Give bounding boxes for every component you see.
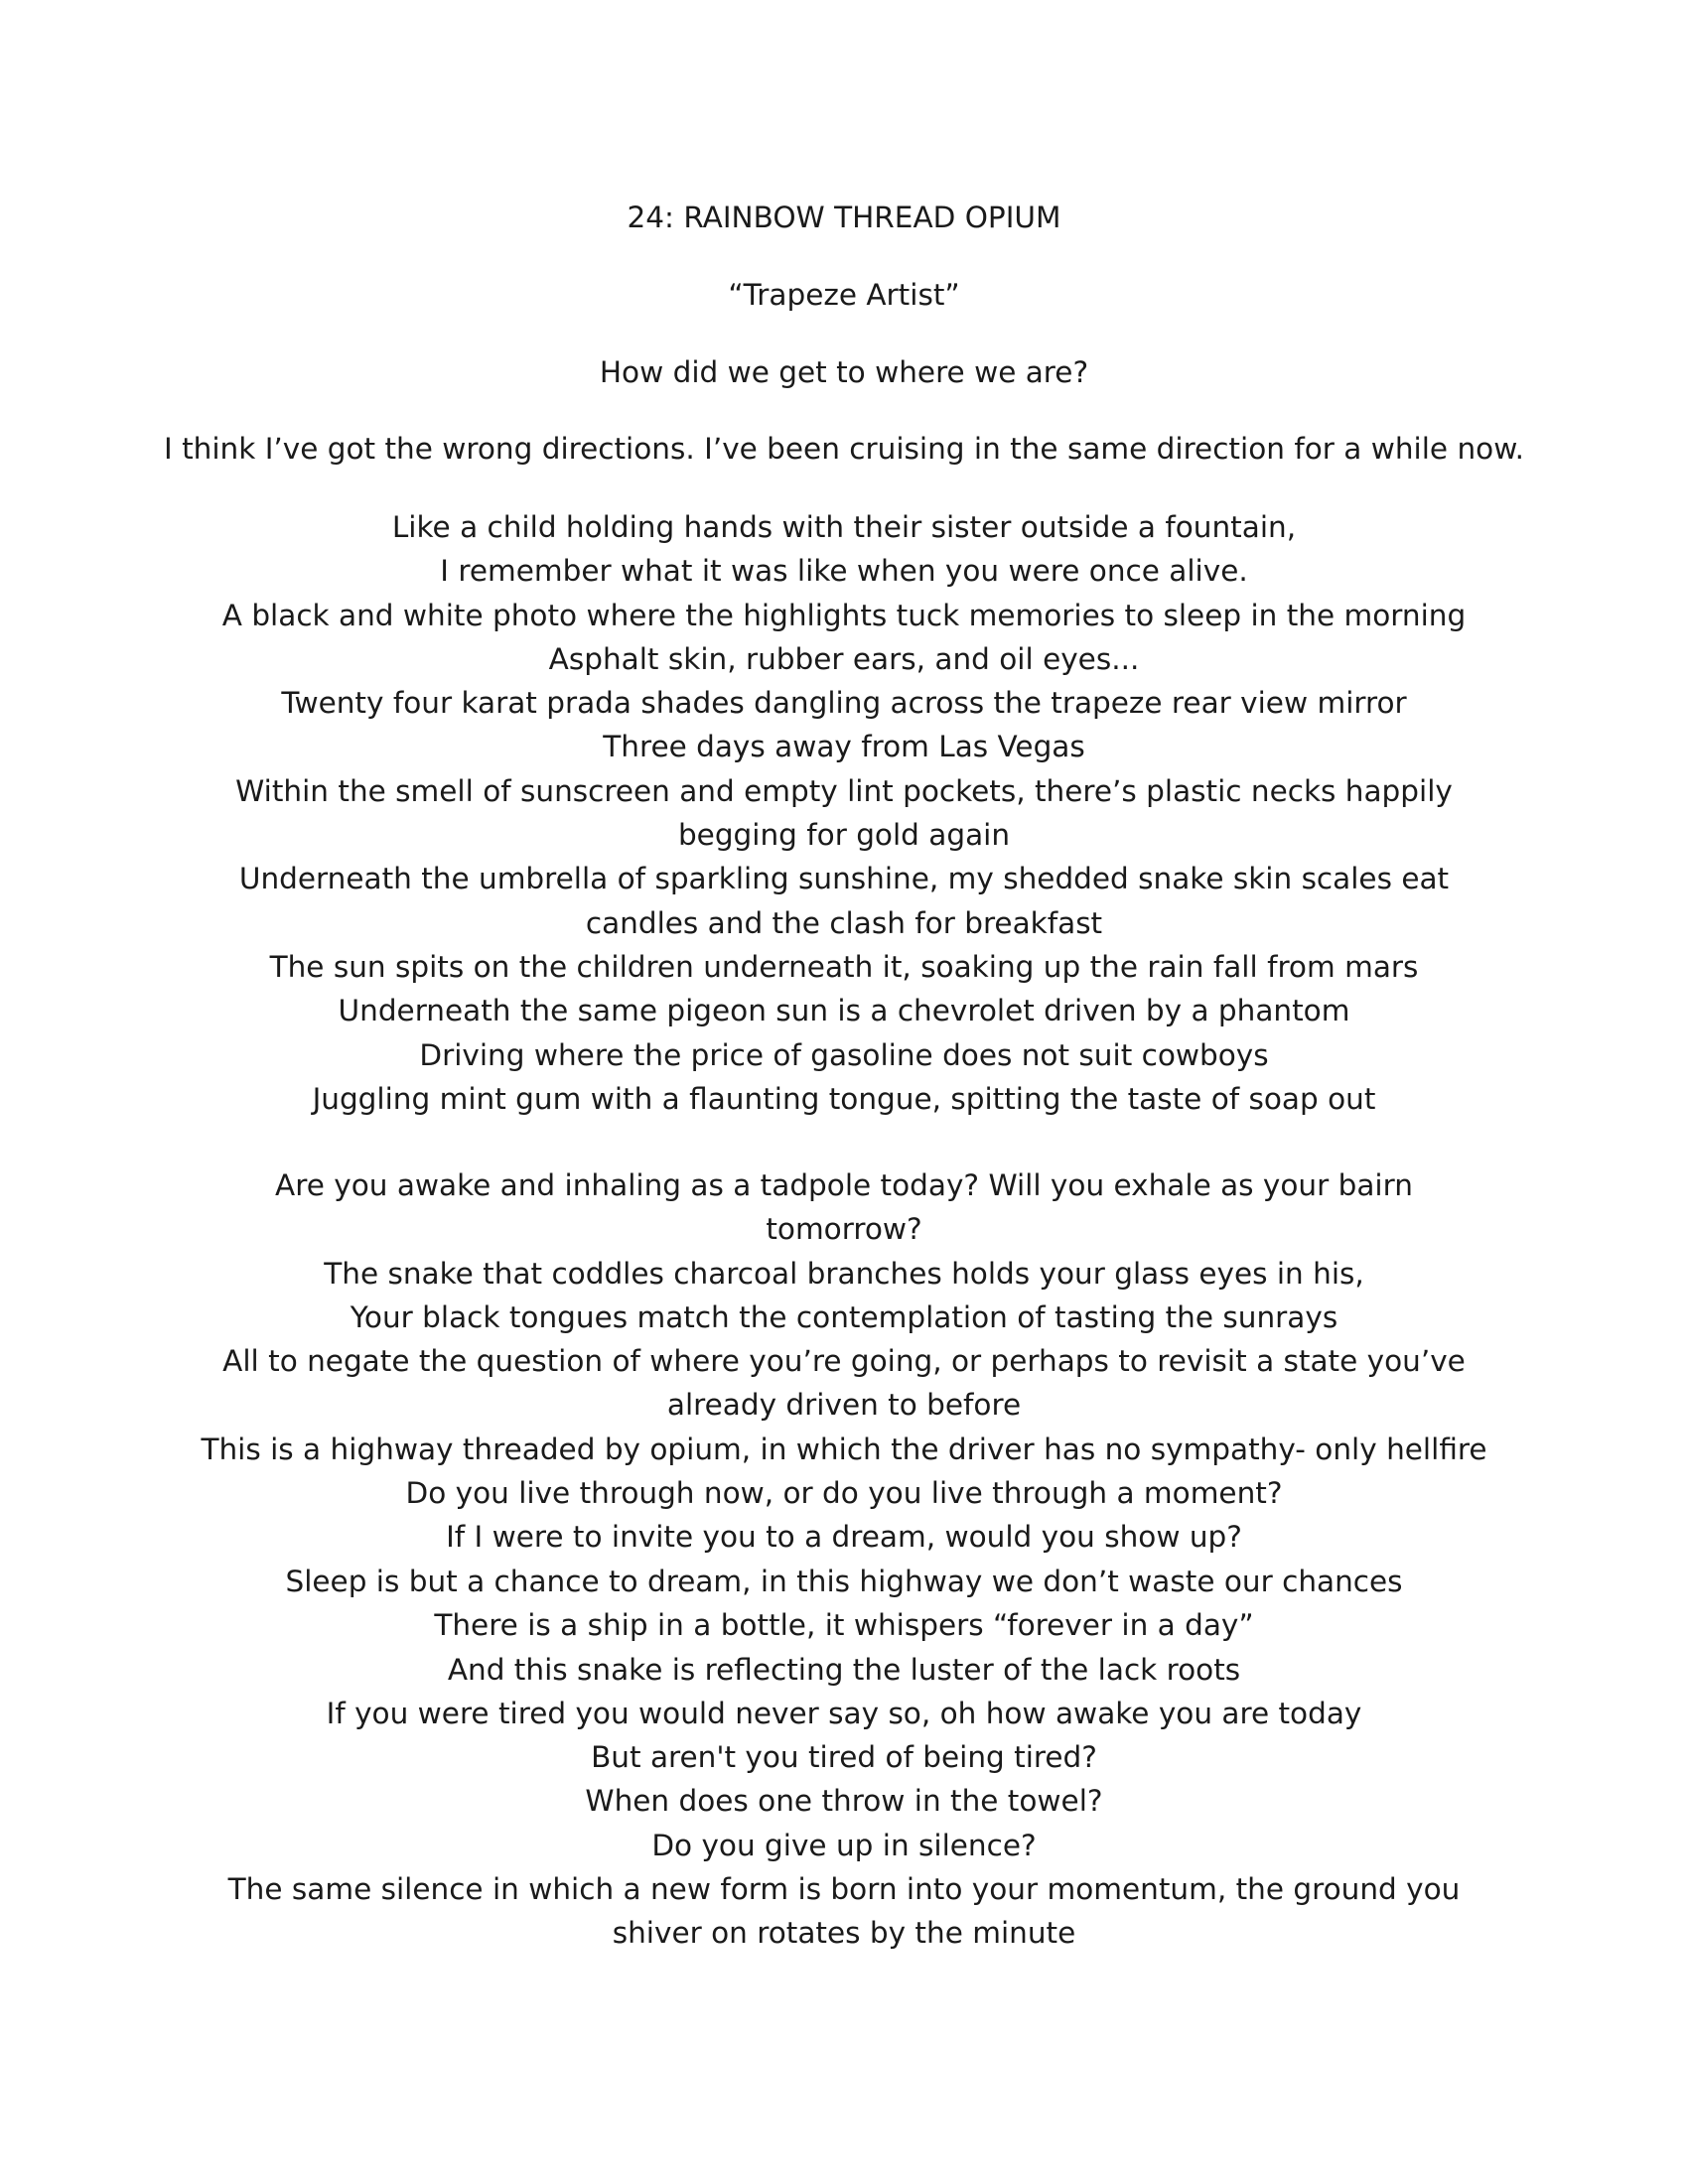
poem-line: Twenty four karat prada shades dangling across the trapeze rear view mirror (281, 686, 1407, 721)
poem-line: The same silence in which a new form is born into your momentum, the ground you shiver on rotates by the minute (227, 1872, 1461, 1951)
stanza-3 (199, 1560, 1489, 1956)
poem-line: The sun spits on the children underneath it, soaking up the rain fall from mars (269, 949, 1419, 984)
poem-line: If I were to invite you to a dream, would you show up? (446, 1520, 1242, 1555)
poem-line: I remember what it was like when you were once alive. (440, 554, 1248, 589)
poem-title: 24: RAINBOW THREAD OPIUM (627, 201, 1061, 234)
poem-line: When does one throw in the towel? (585, 1784, 1103, 1819)
poem-line: Asphalt skin, rubber ears, and oil eyes... (548, 641, 1140, 676)
poem-line: The snake that coddles charcoal branches holds your glass eyes in his, (324, 1256, 1364, 1291)
poem-line: Do you give up in silence? (651, 1828, 1037, 1862)
poem-line: Within the smell of sunscreen and empty lint pockets, there’s plastic necks happily begging for gold again (235, 773, 1453, 853)
poem-line: Underneath the same pigeon sun is a chevrolet driven by a phantom (338, 994, 1350, 1028)
poem-line: Like a child holding hands with their sister outside a fountain, (391, 510, 1297, 544)
poem-line: If you were tired you would never say so, oh how awake you are today (326, 1696, 1362, 1730)
poem-line: Underneath the umbrella of sparkling sunshine, my shedded snake skin scales eat candles and the clash for breakfast (238, 862, 1450, 940)
poem-line: This is a highway threaded by opium, in which the driver has no sympathy- only hellfire (201, 1432, 1487, 1466)
poem-line: Three days away from Las Vegas (603, 730, 1085, 764)
opening-line: I think I’ve got the wrong directions. I’ve been cruising in the same direction for a while now. (164, 432, 1524, 466)
poem-subtitle: “Trapeze Artist” (728, 278, 960, 312)
poem-line: Juggling mint gum with a flaunting tongue, spitting the taste of soap out (312, 1081, 1376, 1116)
poem-line: There is a ship in a bottle, it whispers “forever in a day” (434, 1608, 1254, 1643)
poem-line: Do you live through now, or do you live through a moment? (405, 1476, 1283, 1511)
poem-line: A black and white photo where the highlights tuck memories to sleep in the morning (221, 598, 1467, 632)
opening-question: How did we get to where we are? (599, 355, 1089, 389)
poem-line: Your black tongues match the contemplation of tasting the sunrays (350, 1299, 1338, 1334)
stanza-2 (199, 1163, 1489, 1560)
poem-line: All to negate the question of where you’re going, or perhaps to revisit a state you’ve already driven to before (222, 1344, 1466, 1423)
poem-line: And this snake is reflecting the luster of the lack roots (447, 1652, 1241, 1687)
poem-line: Are you awake and inhaling as a tadpole today? Will you exhale as your bairn tomorrow? (275, 1168, 1413, 1247)
poem-line: But aren't you tired of being tired? (591, 1740, 1097, 1775)
poem-line: Sleep is but a chance to dream, in this highway we don’t waste our chances (285, 1565, 1403, 1598)
stanza-1 (199, 505, 1489, 1121)
poem-line: Driving where the price of gasoline does not suit cowboys (419, 1037, 1269, 1072)
